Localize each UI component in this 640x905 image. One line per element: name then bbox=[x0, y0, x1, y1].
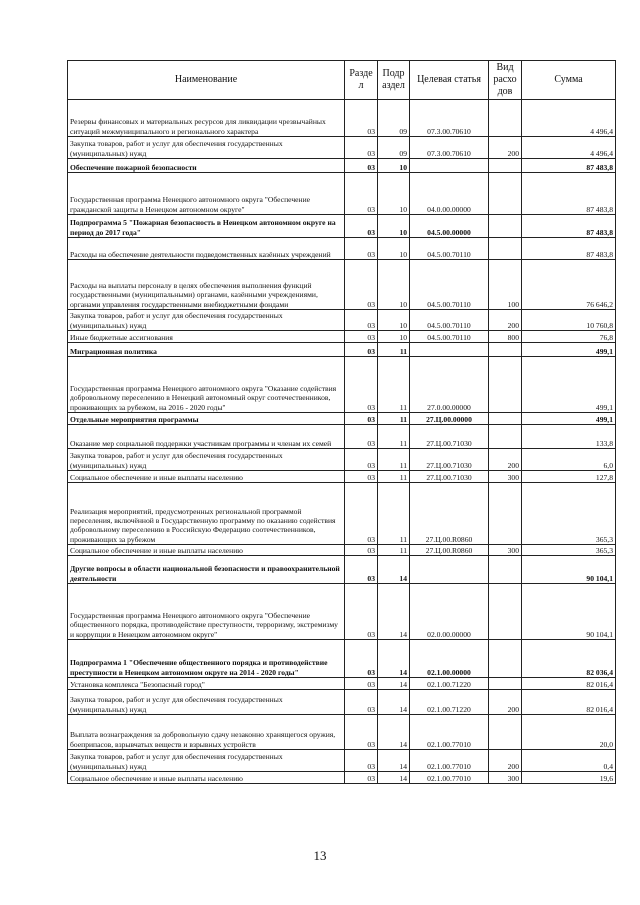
row-subsection: 14 bbox=[378, 772, 410, 784]
row-name: Закупка товаров, работ и услуг для обеспечения государственных (муниципальных) нужд bbox=[68, 690, 345, 715]
row-sum: 87 483,8 bbox=[522, 238, 616, 260]
row-name: Государственная программа Ненецкого автономного округа "Обеспечение гражданской защиты в Ненецком автономном округе" bbox=[68, 173, 345, 215]
row-article: 02.1.00.77010 bbox=[410, 750, 489, 772]
row-article bbox=[410, 343, 489, 357]
table-row bbox=[68, 173, 616, 215]
row-article: 27.Ц.00.R0860 bbox=[410, 545, 489, 556]
table-row bbox=[68, 343, 616, 357]
table-row bbox=[68, 483, 616, 545]
row-section: 03 bbox=[345, 331, 378, 343]
row-article: 27.Ц.00.71030 bbox=[410, 449, 489, 471]
table-row bbox=[68, 772, 616, 784]
row-sum: 19,6 bbox=[522, 772, 616, 784]
row-section: 03 bbox=[345, 545, 378, 556]
row-kind bbox=[489, 425, 522, 449]
row-article: 04.5.00.70110 bbox=[410, 310, 489, 331]
row-kind bbox=[489, 357, 522, 413]
row-sum: 90 104,1 bbox=[522, 556, 616, 584]
page-number: 13 bbox=[313, 848, 327, 863]
row-name: Подпрограмма 5 "Пожарная безопасность в Ненецком автономном округе на период до 2017 года" bbox=[68, 215, 345, 238]
row-section: 03 bbox=[345, 715, 378, 750]
row-sum: 76,8 bbox=[522, 331, 616, 343]
row-kind: 200 bbox=[489, 449, 522, 471]
row-article bbox=[410, 159, 489, 173]
row-article: 04.5.00.70110 bbox=[410, 260, 489, 310]
table-row bbox=[68, 215, 616, 238]
table-row bbox=[68, 425, 616, 449]
row-article: 02.1.00.77010 bbox=[410, 715, 489, 750]
row-section: 03 bbox=[345, 413, 378, 425]
row-sum: 0,4 bbox=[522, 750, 616, 772]
row-name: Государственная программа Ненецкого автономного округа "Оказание содействия добровольному переселению в Ненецкий автономный округ соотечественников, проживающих за рубежом, на 2016 - 2020 годы" bbox=[68, 357, 345, 413]
table-row bbox=[68, 449, 616, 471]
row-name: Закупка товаров, работ и услуг для обеспечения государственных (муниципальных) нужд bbox=[68, 137, 345, 159]
header-article: Целевая статья bbox=[410, 61, 489, 100]
row-subsection: 11 bbox=[378, 413, 410, 425]
header-section: Разде л bbox=[345, 61, 378, 100]
table-row bbox=[68, 584, 616, 640]
row-sum: 365,3 bbox=[522, 545, 616, 556]
row-article: 04.0.00.00000 bbox=[410, 173, 489, 215]
row-subsection: 11 bbox=[378, 545, 410, 556]
row-sum: 90 104,1 bbox=[522, 584, 616, 640]
table-row bbox=[68, 750, 616, 772]
table-body bbox=[68, 100, 616, 784]
row-name: Закупка товаров, работ и услуг для обеспечения государственных (муниципальных) нужд bbox=[68, 750, 345, 772]
table-row bbox=[68, 100, 616, 137]
row-subsection: 14 bbox=[378, 690, 410, 715]
row-subsection: 10 bbox=[378, 238, 410, 260]
row-kind bbox=[489, 556, 522, 584]
row-kind: 200 bbox=[489, 137, 522, 159]
row-subsection: 11 bbox=[378, 343, 410, 357]
table-row bbox=[68, 715, 616, 750]
row-name: Установка комплекса "Безопасный город" bbox=[68, 678, 345, 690]
row-sum: 82 016,4 bbox=[522, 678, 616, 690]
row-article: 02.1.00.71220 bbox=[410, 690, 489, 715]
row-name: Миграционная политика bbox=[68, 343, 345, 357]
row-subsection: 11 bbox=[378, 449, 410, 471]
row-section: 03 bbox=[345, 173, 378, 215]
row-name: Отдельные мероприятия программы bbox=[68, 413, 345, 425]
row-kind: 200 bbox=[489, 690, 522, 715]
row-name: Закупка товаров, работ и услуг для обеспечения государственных (муниципальных) нужд bbox=[68, 310, 345, 331]
row-section: 03 bbox=[345, 471, 378, 483]
row-section: 03 bbox=[345, 159, 378, 173]
row-sum: 10 760,8 bbox=[522, 310, 616, 331]
row-name: Обеспечение пожарной безопасности bbox=[68, 159, 345, 173]
row-sum: 127,8 bbox=[522, 471, 616, 483]
header-kind: Вид расхо дов bbox=[489, 61, 522, 100]
row-name: Социальное обеспечение и иные выплаты населению bbox=[68, 545, 345, 556]
row-kind: 300 bbox=[489, 471, 522, 483]
row-kind: 300 bbox=[489, 545, 522, 556]
row-subsection: 10 bbox=[378, 173, 410, 215]
row-kind: 300 bbox=[489, 772, 522, 784]
row-kind bbox=[489, 173, 522, 215]
row-subsection: 11 bbox=[378, 471, 410, 483]
row-article: 02.0.00.00000 bbox=[410, 584, 489, 640]
row-subsection: 14 bbox=[378, 556, 410, 584]
table-row bbox=[68, 545, 616, 556]
row-section: 03 bbox=[345, 640, 378, 678]
row-subsection: 11 bbox=[378, 425, 410, 449]
row-kind: 100 bbox=[489, 260, 522, 310]
row-name: Социальное обеспечение и иные выплаты населению bbox=[68, 772, 345, 784]
row-subsection: 11 bbox=[378, 357, 410, 413]
row-article: 07.3.00.70610 bbox=[410, 137, 489, 159]
row-subsection: 10 bbox=[378, 310, 410, 331]
header-name: Наименование bbox=[68, 61, 345, 100]
row-name: Государственная программа Ненецкого автономного округа "Обеспечение общественного порядка, противодействие преступности, терроризму, экстремизму и коррупции в Ненецком автономном округе" bbox=[68, 584, 345, 640]
table-row bbox=[68, 471, 616, 483]
row-subsection: 14 bbox=[378, 715, 410, 750]
row-article: 27.Ц.00.00000 bbox=[410, 413, 489, 425]
row-section: 03 bbox=[345, 750, 378, 772]
row-sum: 4 496,4 bbox=[522, 137, 616, 159]
row-section: 03 bbox=[345, 425, 378, 449]
row-sum: 82 016,4 bbox=[522, 690, 616, 715]
row-kind bbox=[489, 640, 522, 678]
row-article: 02.1.00.00000 bbox=[410, 640, 489, 678]
row-section: 03 bbox=[345, 690, 378, 715]
row-sum: 499,1 bbox=[522, 413, 616, 425]
row-article: 27.0.00.00000 bbox=[410, 357, 489, 413]
table-row bbox=[68, 159, 616, 173]
row-name: Социальное обеспечение и иные выплаты населению bbox=[68, 471, 345, 483]
row-name: Закупка товаров, работ и услуг для обеспечения государственных (муниципальных) нужд bbox=[68, 449, 345, 471]
row-section: 03 bbox=[345, 343, 378, 357]
row-kind bbox=[489, 238, 522, 260]
table-row bbox=[68, 137, 616, 159]
row-section: 03 bbox=[345, 584, 378, 640]
row-sum: 87 483,8 bbox=[522, 173, 616, 215]
row-kind bbox=[489, 159, 522, 173]
row-article: 02.1.00.77010 bbox=[410, 772, 489, 784]
row-name: Подпрограмма 1 "Обеспечение общественного порядка и противодействие преступности в Ненецком автономном округе на 2014 - 2020 годы" bbox=[68, 640, 345, 678]
row-article: 27.Ц.00.R0860 bbox=[410, 483, 489, 545]
row-subsection: 10 bbox=[378, 159, 410, 173]
row-sum: 6,0 bbox=[522, 449, 616, 471]
row-sum: 365,3 bbox=[522, 483, 616, 545]
row-kind bbox=[489, 100, 522, 137]
row-article: 27.Ц.00.71030 bbox=[410, 425, 489, 449]
row-name: Оказание мер социальной поддержки участникам программы и членам их семей bbox=[68, 425, 345, 449]
row-subsection: 10 bbox=[378, 331, 410, 343]
row-article: 27.Ц.00.71030 bbox=[410, 471, 489, 483]
row-kind bbox=[489, 413, 522, 425]
row-section: 03 bbox=[345, 260, 378, 310]
budget-table bbox=[67, 60, 616, 784]
row-kind: 200 bbox=[489, 750, 522, 772]
row-section: 03 bbox=[345, 137, 378, 159]
row-sum: 4 496,4 bbox=[522, 100, 616, 137]
table-row bbox=[68, 690, 616, 715]
row-subsection: 09 bbox=[378, 137, 410, 159]
row-subsection: 10 bbox=[378, 260, 410, 310]
table-row bbox=[68, 413, 616, 425]
row-subsection: 14 bbox=[378, 584, 410, 640]
header-subsection: Подр аздел bbox=[378, 61, 410, 100]
row-subsection: 10 bbox=[378, 215, 410, 238]
row-name: Иные бюджетные ассигнования bbox=[68, 331, 345, 343]
row-name: Другие вопросы в области национальной безопасности и правоохранительной деятельности bbox=[68, 556, 345, 584]
row-name: Расходы на обеспечение деятельности подведомственных казённых учреждений bbox=[68, 238, 345, 260]
row-sum: 87 483,8 bbox=[522, 159, 616, 173]
table-row bbox=[68, 238, 616, 260]
row-kind bbox=[489, 343, 522, 357]
row-section: 03 bbox=[345, 483, 378, 545]
row-subsection: 11 bbox=[378, 483, 410, 545]
row-section: 03 bbox=[345, 357, 378, 413]
row-name: Реализация мероприятий, предусмотренных региональной программой переселения, включённой в Государственную программу по оказанию содействия добровольному переселению в Российскую Федерацию соотечественников, проживающих за рубежом bbox=[68, 483, 345, 545]
row-sum: 76 646,2 bbox=[522, 260, 616, 310]
table-row bbox=[68, 331, 616, 343]
row-subsection: 09 bbox=[378, 100, 410, 137]
row-sum: 82 036,4 bbox=[522, 640, 616, 678]
row-sum: 87 483,8 bbox=[522, 215, 616, 238]
header-sum: Сумма bbox=[522, 61, 616, 100]
row-kind bbox=[489, 215, 522, 238]
row-kind: 800 bbox=[489, 331, 522, 343]
table-row bbox=[68, 310, 616, 331]
row-section: 03 bbox=[345, 678, 378, 690]
row-article bbox=[410, 556, 489, 584]
row-section: 03 bbox=[345, 556, 378, 584]
row-article: 04.5.00.70110 bbox=[410, 331, 489, 343]
row-kind bbox=[489, 483, 522, 545]
row-sum: 499,1 bbox=[522, 357, 616, 413]
row-name: Резервы финансовых и материальных ресурсов для ликвидации чрезвычайных ситуаций межмуниципального и регионального характера bbox=[68, 100, 345, 137]
row-kind: 200 bbox=[489, 310, 522, 331]
row-kind bbox=[489, 715, 522, 750]
table-header-row bbox=[68, 61, 616, 100]
table-row bbox=[68, 556, 616, 584]
row-article: 04.5.00.00000 bbox=[410, 215, 489, 238]
row-subsection: 14 bbox=[378, 640, 410, 678]
row-section: 03 bbox=[345, 310, 378, 331]
row-section: 03 bbox=[345, 100, 378, 137]
row-section: 03 bbox=[345, 772, 378, 784]
row-kind bbox=[489, 584, 522, 640]
table-row bbox=[68, 357, 616, 413]
row-kind bbox=[489, 678, 522, 690]
table-row bbox=[68, 640, 616, 678]
row-article: 02.1.00.71220 bbox=[410, 678, 489, 690]
row-name: Расходы на выплаты персоналу в целях обеспечения выполнения функций государственными (муниципальными) органами, казёнными учреждениями, органами управления государственными внебюджетными фондами bbox=[68, 260, 345, 310]
row-article: 07.3.00.70610 bbox=[410, 100, 489, 137]
row-section: 03 bbox=[345, 238, 378, 260]
row-section: 03 bbox=[345, 449, 378, 471]
row-sum: 499,1 bbox=[522, 343, 616, 357]
row-name: Выплата вознаграждения за добровольную сдачу незаконно хранящегося оружия, боеприпасов, взрывчатых веществ и взрывных устройств bbox=[68, 715, 345, 750]
row-article: 04.5.00.70110 bbox=[410, 238, 489, 260]
row-section: 03 bbox=[345, 215, 378, 238]
row-sum: 133,8 bbox=[522, 425, 616, 449]
row-subsection: 14 bbox=[378, 750, 410, 772]
table-row bbox=[68, 260, 616, 310]
row-subsection: 14 bbox=[378, 678, 410, 690]
row-sum: 20,0 bbox=[522, 715, 616, 750]
table-row bbox=[68, 678, 616, 690]
